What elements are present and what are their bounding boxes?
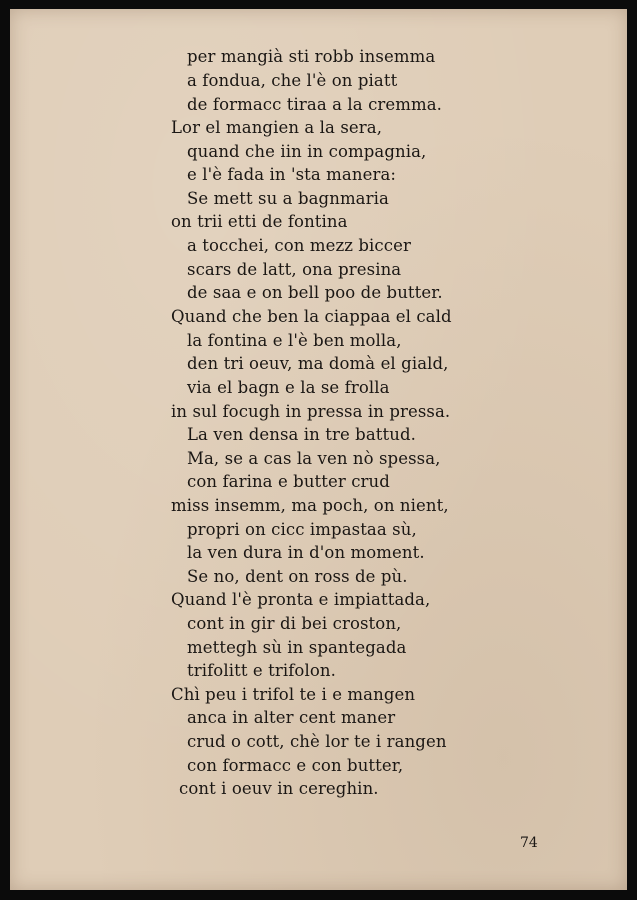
- poem-text: [10, 9, 627, 890]
- poem-line: quand che iin in compagnia,: [187, 142, 427, 161]
- poem-line: on trii etti de fontina: [171, 212, 348, 231]
- poem-line: per mangià sti robb insemma: [187, 47, 436, 66]
- poem-line: con farina e butter crud: [187, 472, 390, 491]
- poem-line: Se mett su a bagnmaria: [187, 189, 389, 208]
- poem-line: Lor el mangien a la sera,: [171, 118, 383, 137]
- page-number: 74: [520, 835, 538, 851]
- poem-line: Se no, dent on ross de pù.: [187, 567, 408, 586]
- poem-line: crud o cott, chè lor te i rangen: [187, 732, 447, 751]
- book-page: [10, 9, 627, 890]
- poem-line: cont in gir di bei croston,: [187, 614, 402, 633]
- poem-line: con formacc e con butter,: [187, 756, 404, 775]
- poem-line: miss insemm, ma poch, on nient,: [171, 496, 449, 515]
- poem-line: scars de latt, ona presina: [187, 260, 402, 279]
- poem-line: via el bagn e la se frolla: [187, 378, 390, 397]
- poem-line: trifolitt e trifolon.: [187, 661, 336, 680]
- poem-line: in sul focugh in pressa in pressa.: [171, 402, 451, 421]
- poem-line: anca in alter cent maner: [187, 708, 396, 727]
- poem-line: Chì peu i trifol te i e mangen: [171, 685, 416, 704]
- poem-line: la ven dura in d'on moment.: [187, 543, 425, 562]
- poem-line: La ven densa in tre battud.: [187, 425, 416, 444]
- poem-line: a fondua, che l'è on piatt: [187, 71, 398, 90]
- poem-line: a tocchei, con mezz biccer: [187, 236, 411, 255]
- poem-line: cont i oeuv in cereghin.: [179, 779, 379, 798]
- poem-line: Quand che ben la ciappaa el cald: [171, 307, 452, 326]
- poem-line: Quand l'è pronta e impiattada,: [171, 590, 431, 609]
- poem-line: de formacc tiraa a la cremma.: [187, 95, 443, 114]
- poem-line: mettegh sù in spantegada: [187, 638, 407, 657]
- poem-line: de saa e on bell poo de butter.: [187, 283, 443, 302]
- poem-line: Ma, se a cas la ven nò spessa,: [187, 449, 441, 468]
- poem-line: la fontina e l'è ben molla,: [187, 331, 402, 350]
- poem-line: den tri oeuv, ma domà el giald,: [187, 354, 449, 373]
- poem-line: e l'è fada in 'sta manera:: [187, 165, 397, 184]
- poem-line: propri on cicc impastaa sù,: [187, 520, 417, 539]
